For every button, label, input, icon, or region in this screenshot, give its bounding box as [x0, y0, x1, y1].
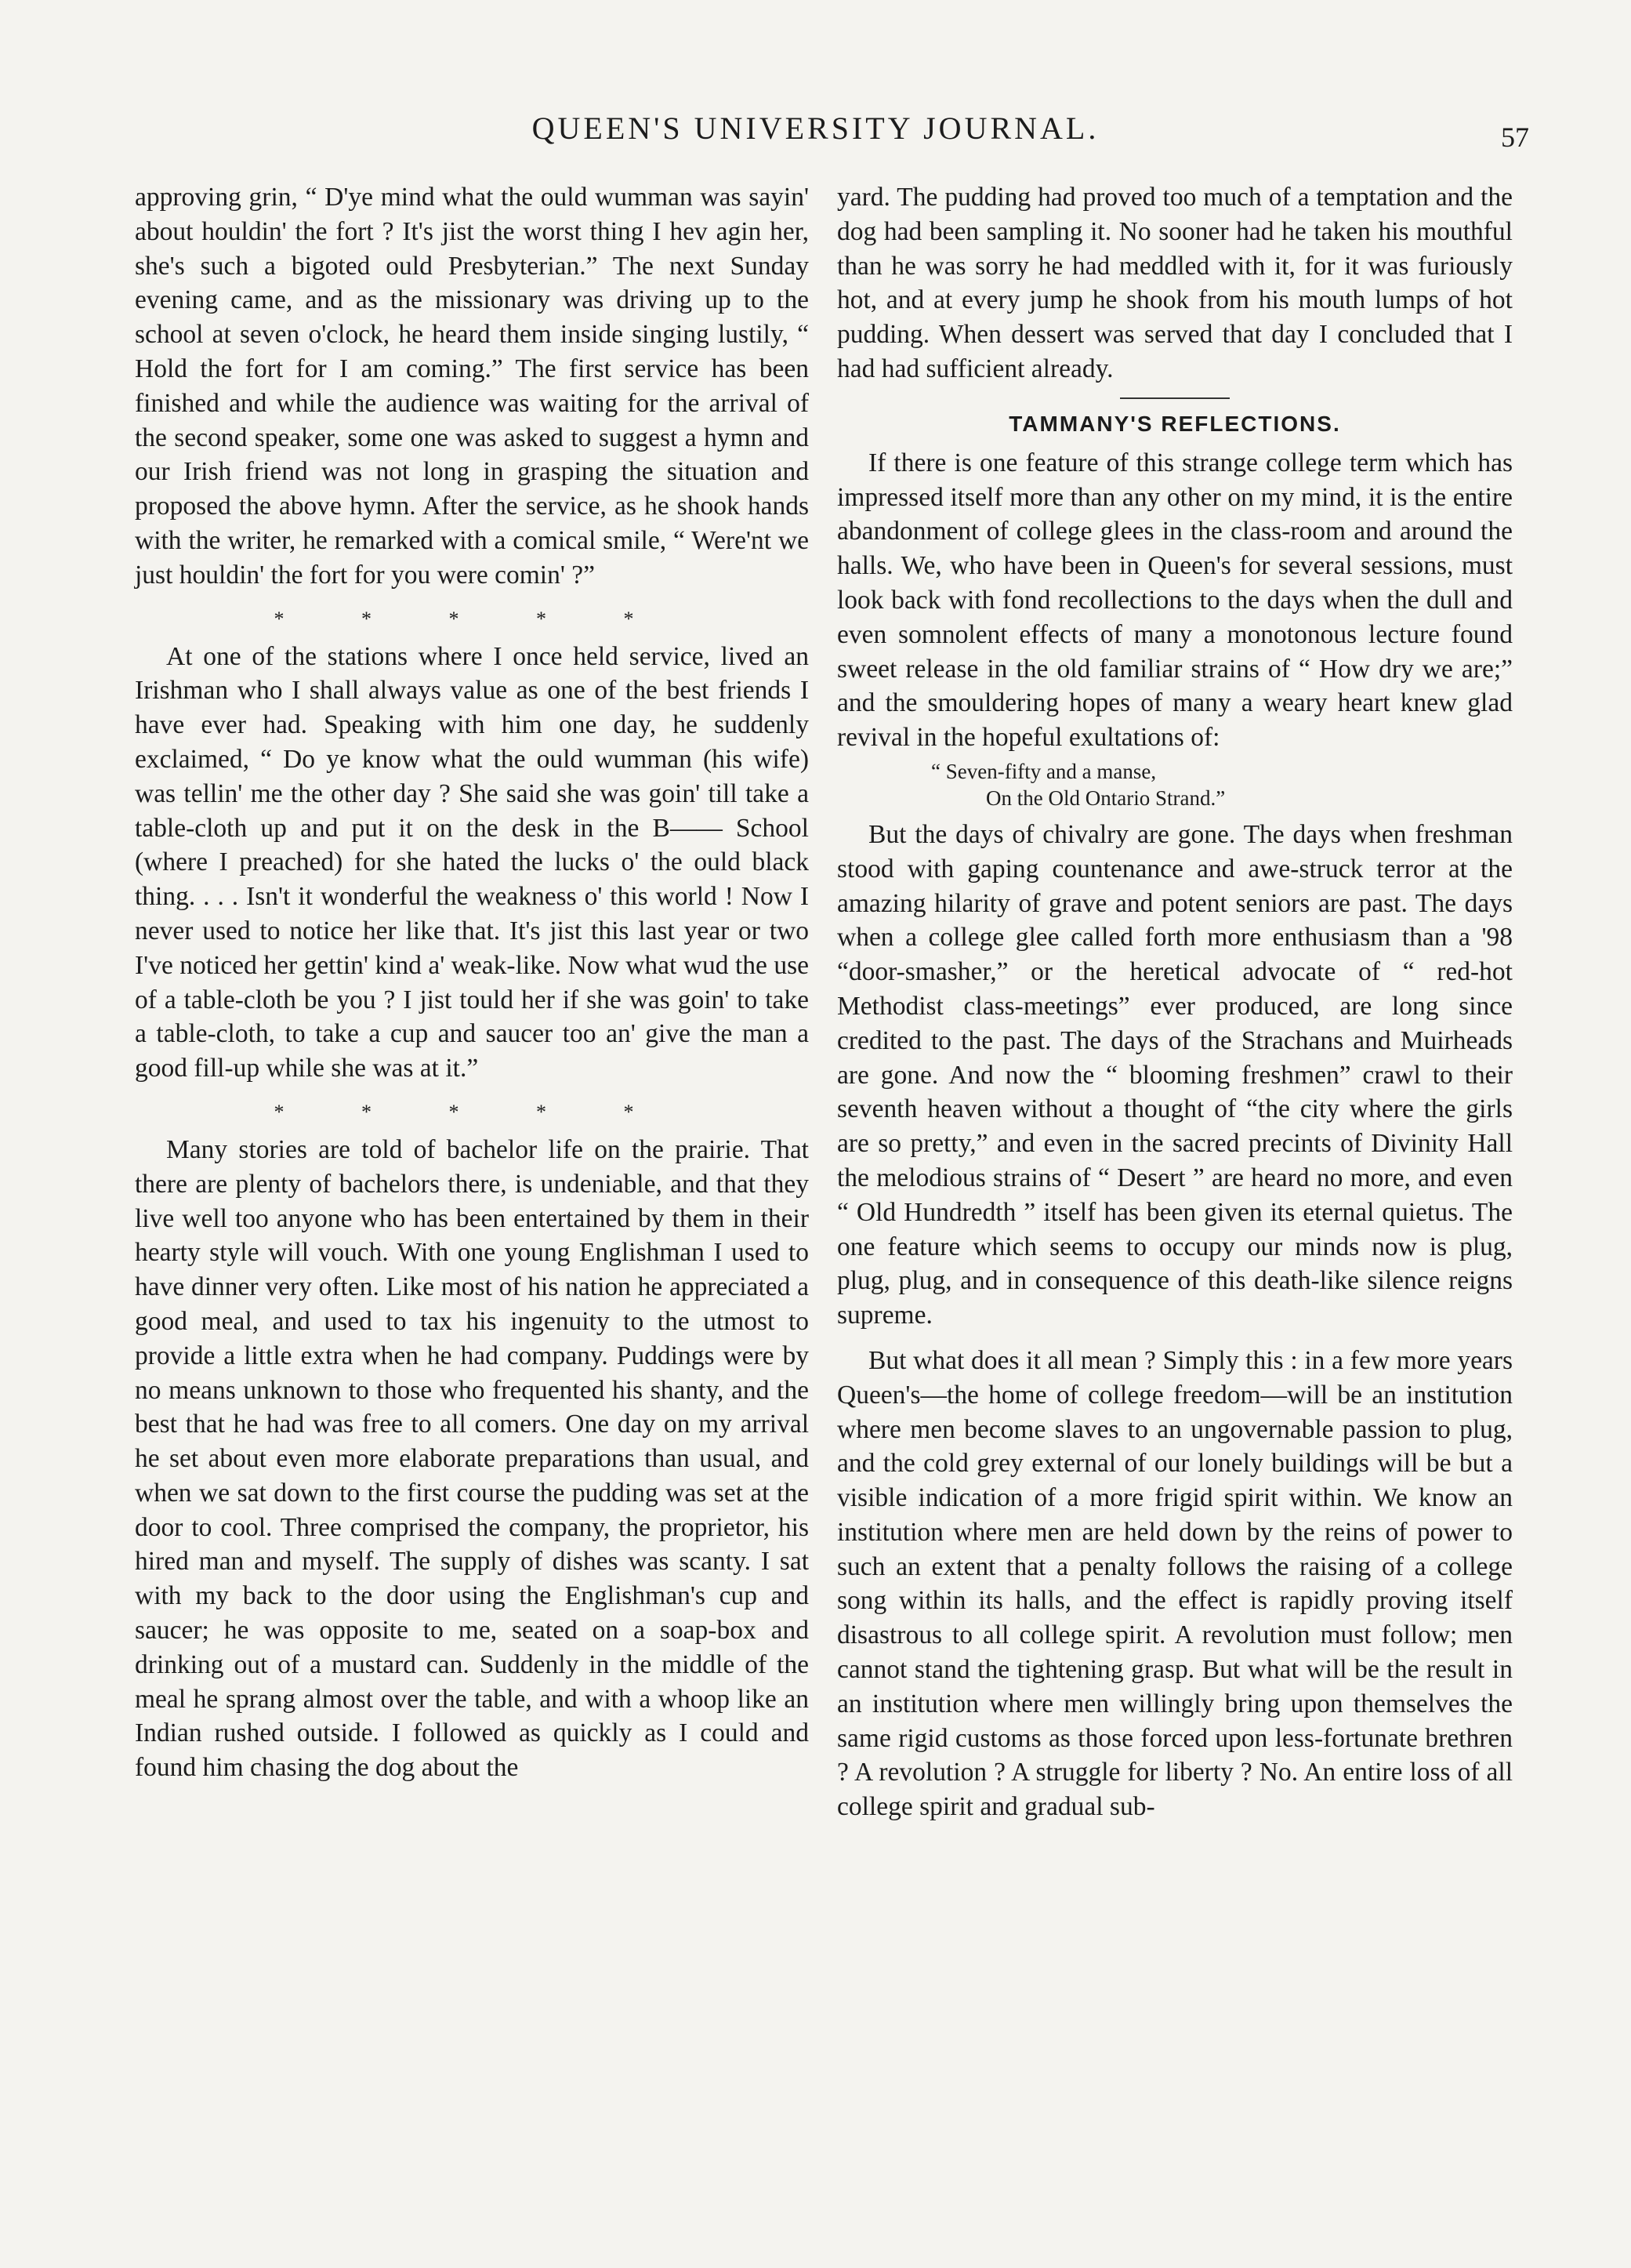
paragraph-what-does-it-mean: But what does it all mean ? Simply this : in a few more years Queen's—the home of college freedom—will be an institution where men become slaves to an ungovernable passion to plug, and the cold grey external of our lonely buildings will be but a visible indication of a more frigid spirit within. We know an institution where men are held down by the reins of power to such an extent that a penalty follows the raising of a college song within its halls, and the effect is rapidly proving itself disastrous to all college spirit. A revolution must follow; men cannot stand the tightening grasp. But what will be the result in an institution where men willingly bring upon themselves the same rigid customs as those forced upon less-fortunate brethren ? A revolution ? A struggle for liberty ? No. An entire loss of all college spirit and gradual sub- [837, 1345, 1513, 1822]
paragraph-bachelor-life: Many stories are told of bachelor life on the prairie. That there are plenty of bachelors there, is undeniable, and that they live well too anyone who has been entertained by them in their hearty style will vouch. With one young Englishman I used to have dinner very often. Like most of his nation he appreciated a good meal, and used to tax his ingenuity to the utmost to provide a little extra when he had company. Puddings were by no means unknown to those who frequented his shanty, and the best that he had was free to all comers. One day on my arrival he set about even more elaborate preparations than usual, and when we sat down to the first course the pudding was set at the door to cool. Three comprised the company, the proprietor, his hired man and myself. The supply of dishes was scanty. I sat with my back to the door using the Englishman's cup and saucer; he was opposite to me, seated on a soap-box and drinking out of a mustard can. Suddenly in the middle of the meal he sprang almost over the table, and with a whoop like an Indian rushed outside. I followed as quickly as I could and found him chasing the dog about the [135, 1134, 809, 1783]
verse-line: On the Old Ontario Strand.” [986, 786, 1226, 810]
paragraph-days-of-chivalry: But the days of chivalry are gone. The days when freshman stood with gaping countenance and awe-struck terror at the amazing hilarity of grave and potent seniors are past. The days when a college glee called forth more enthusiasm than a '98 “door-smasher,” or the heretical advocate of “ red-hot Methodist class-meetings” ever produced, are long since credited to the past. The days of the Strachans and Muirheads are gone. And now the “ blooming freshmen” crawl to their seventh heaven without a thought of “the city where the girls are so pretty,” and even in the sacred precints of Divinity Hall the melodious strains of “ Desert ” are heard no more, and even “ Old Hundredth ” itself has been given its eternal quietus. The one feature which seems to occupy our minds now is plug, plug, plug, and in consequence of this death-like silence reigns supreme. [837, 819, 1513, 1330]
right-column [837, 180, 1513, 1824]
paragraph-table-cloth: At one of the stations where I once held service, lived an Irishman who I shall always value as one of the best friends I have ever had. Speaking with him one day, he suddenly exclaimed, “ Do ye know what the ould wumman (his wife) was tellin' me the other day ? She said she was goin' till take a table-cloth up and put it on the desk in the B—— School (where I preached) for she hated the lucks o' the ould black thing. . . . Isn't it wonderful the weakness o' this world ! Now I never used to notice her like that. It's jist this last year or two I've noticed her gettin' kind a' weak-like. Now what wud the use of a table-cloth be you ? I jist tould her if she was goin' to take a table-cloth, to take a cup and saucer too an' give the man a good fill-up while she was at it.” [135, 641, 809, 1083]
verse-quote [837, 758, 1513, 811]
left-column [135, 180, 809, 1785]
paragraph-college-glees: If there is one feature of this strange college term which has impressed itself more than any other on my mind, it is the entire abandonment of college glees in the class-room and around the halls. We, who have been in Queen's for several sessions, must look back with fond recollections to the days when the dull and even somnolent effects of many a monotonous lecture found sweet release in the old familiar strains of “ How dry we are;” and the smouldering hopes of many a weary heart knew glad revival in the hopeful exultations of: [837, 448, 1513, 753]
page-header [0, 110, 1631, 157]
section-title: TAMMANY'S REFLECTIONS. [1009, 411, 1341, 436]
paragraph-hold-the-fort: approving grin, “ D'ye mind what the ould wumman was sayin' about houldin' the fort ? It's jist the worst thing I hev agin her, she's such a bigoted ould Presbyterian.” The next Sunday evening came, and as the missionary was driving up to the school at seven o'clock, he heard them inside singing lustily, “ Hold the fort for I am coming.” The first service has been finished and while the audience was waiting for the arrival of the second speaker, some one was asked to suggest a hymn and our Irish friend was not long in grasping the situation and proposed the above hymn. After the service, as he shook hands with the writer, he remarked with a comical smile, “ Were'nt we just houldin' the fort for you were comin' ?” [135, 183, 809, 590]
verse-line: “ Seven-fifty and a manse, [931, 759, 1157, 783]
section-divider-rule [1120, 397, 1230, 399]
paragraph-pudding-yard: yard. The pudding had proved too much of a temptation and the dog had been sampling it. No sooner had he taken his mouthful than he was sorry he had meddled with it, for it was furiously hot, and at every jump he shook from his mouth lumps of hot pudding. When dessert was served that day I concluded that I had had sufficient already. [837, 183, 1513, 383]
running-title: QUEEN'S UNIVERSITY JOURNAL. [531, 111, 1100, 146]
section-separator-stars: * * * * * [274, 1100, 670, 1123]
section-separator-stars: * * * * * [274, 607, 670, 630]
page-number: 57 [1501, 122, 1529, 153]
